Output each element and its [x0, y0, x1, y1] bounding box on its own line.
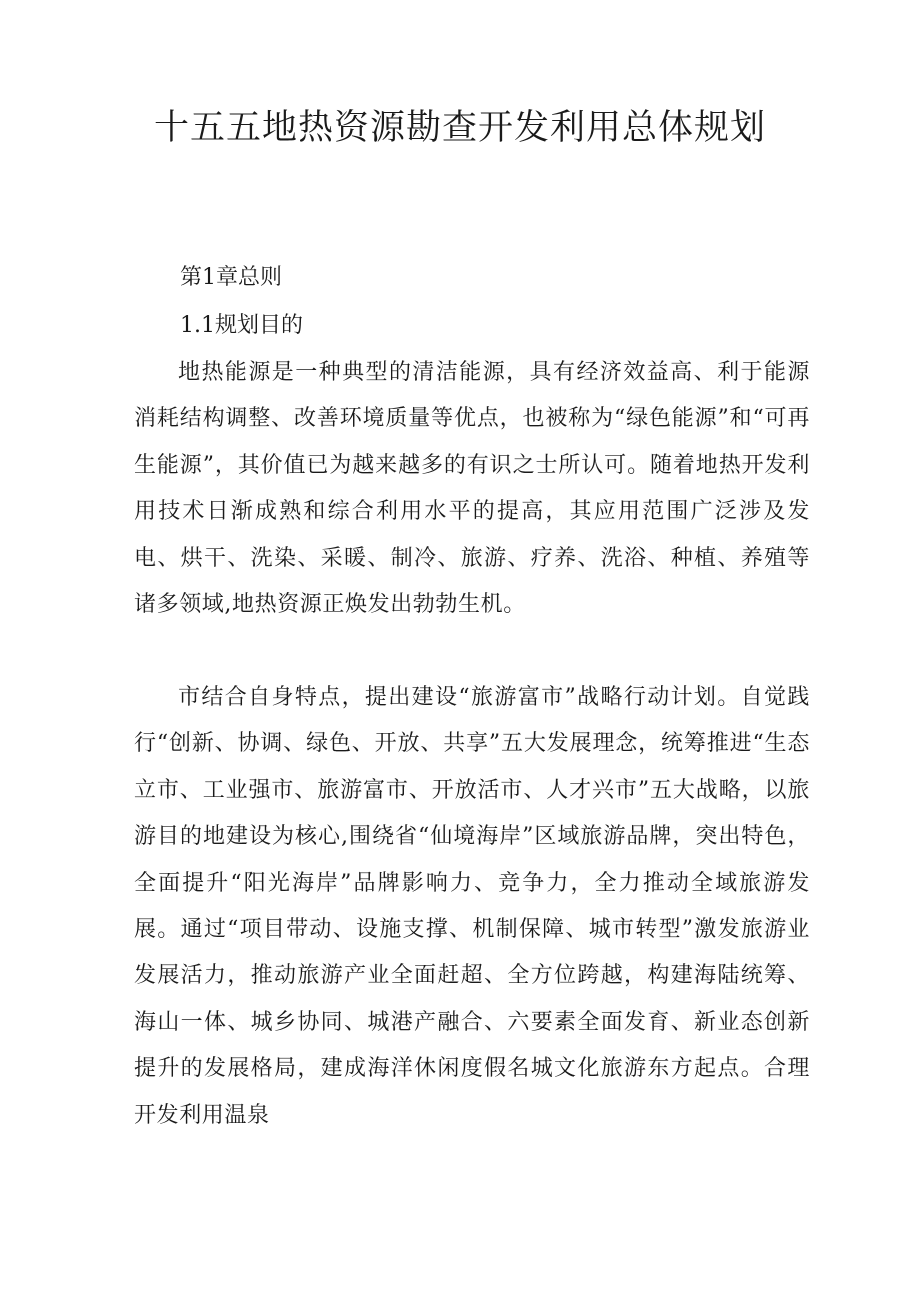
chapter-heading: 第1章总则 [180, 265, 282, 290]
body-paragraph-1: 地热能源是一种典型的清洁能源，具有经济效益高、利于能源消耗结构调整、改善环境质量等优点，也被称为“绿色能源”和“可再生能源”，其价值已为越来越多的有识之士所认可。随着地热开发利用技术日渐成熟和综合利用水平的提高，其应用范围广泛涉及发电、烘干、洗染、采暖、制冷、旅游、疗养、洗浴、种植、养殖等诸多领域,地热资源正焕发出勃勃生机。 [134, 360, 810, 618]
body-paragraph-2: 市结合自身特点，提出建设“旅游富市”战略行动计划。自觉践行“创新、协调、绿色、开放、共享”五大发展理念，统筹推进“生态立市、工业强市、旅游富市、开放活市、人才兴市”五大战略，以旅游目的地建设为核心,围绕省“仙境海岸”区域旅游品牌，突出特色，全面提升“阳光海岸”品牌影响力、竞争力，全力推动全域旅游发展。通过“项目带动、设施支撑、机制保障、城市转型”激发旅游业发展活力，推动旅游产业全面赶超、全方位跨越，构建海陆统筹、海山一体、城乡协同、城港产融合、六要素全面发育、新业态创新提升的发展格局，建成海洋休闲度假名城文化旅游东方起点。合理开发利用温泉 [134, 685, 810, 1128]
section-heading: 1.1规划目的 [180, 313, 303, 338]
document-title: 十五五地热资源勘查开发利用总体规划 [153, 108, 766, 148]
